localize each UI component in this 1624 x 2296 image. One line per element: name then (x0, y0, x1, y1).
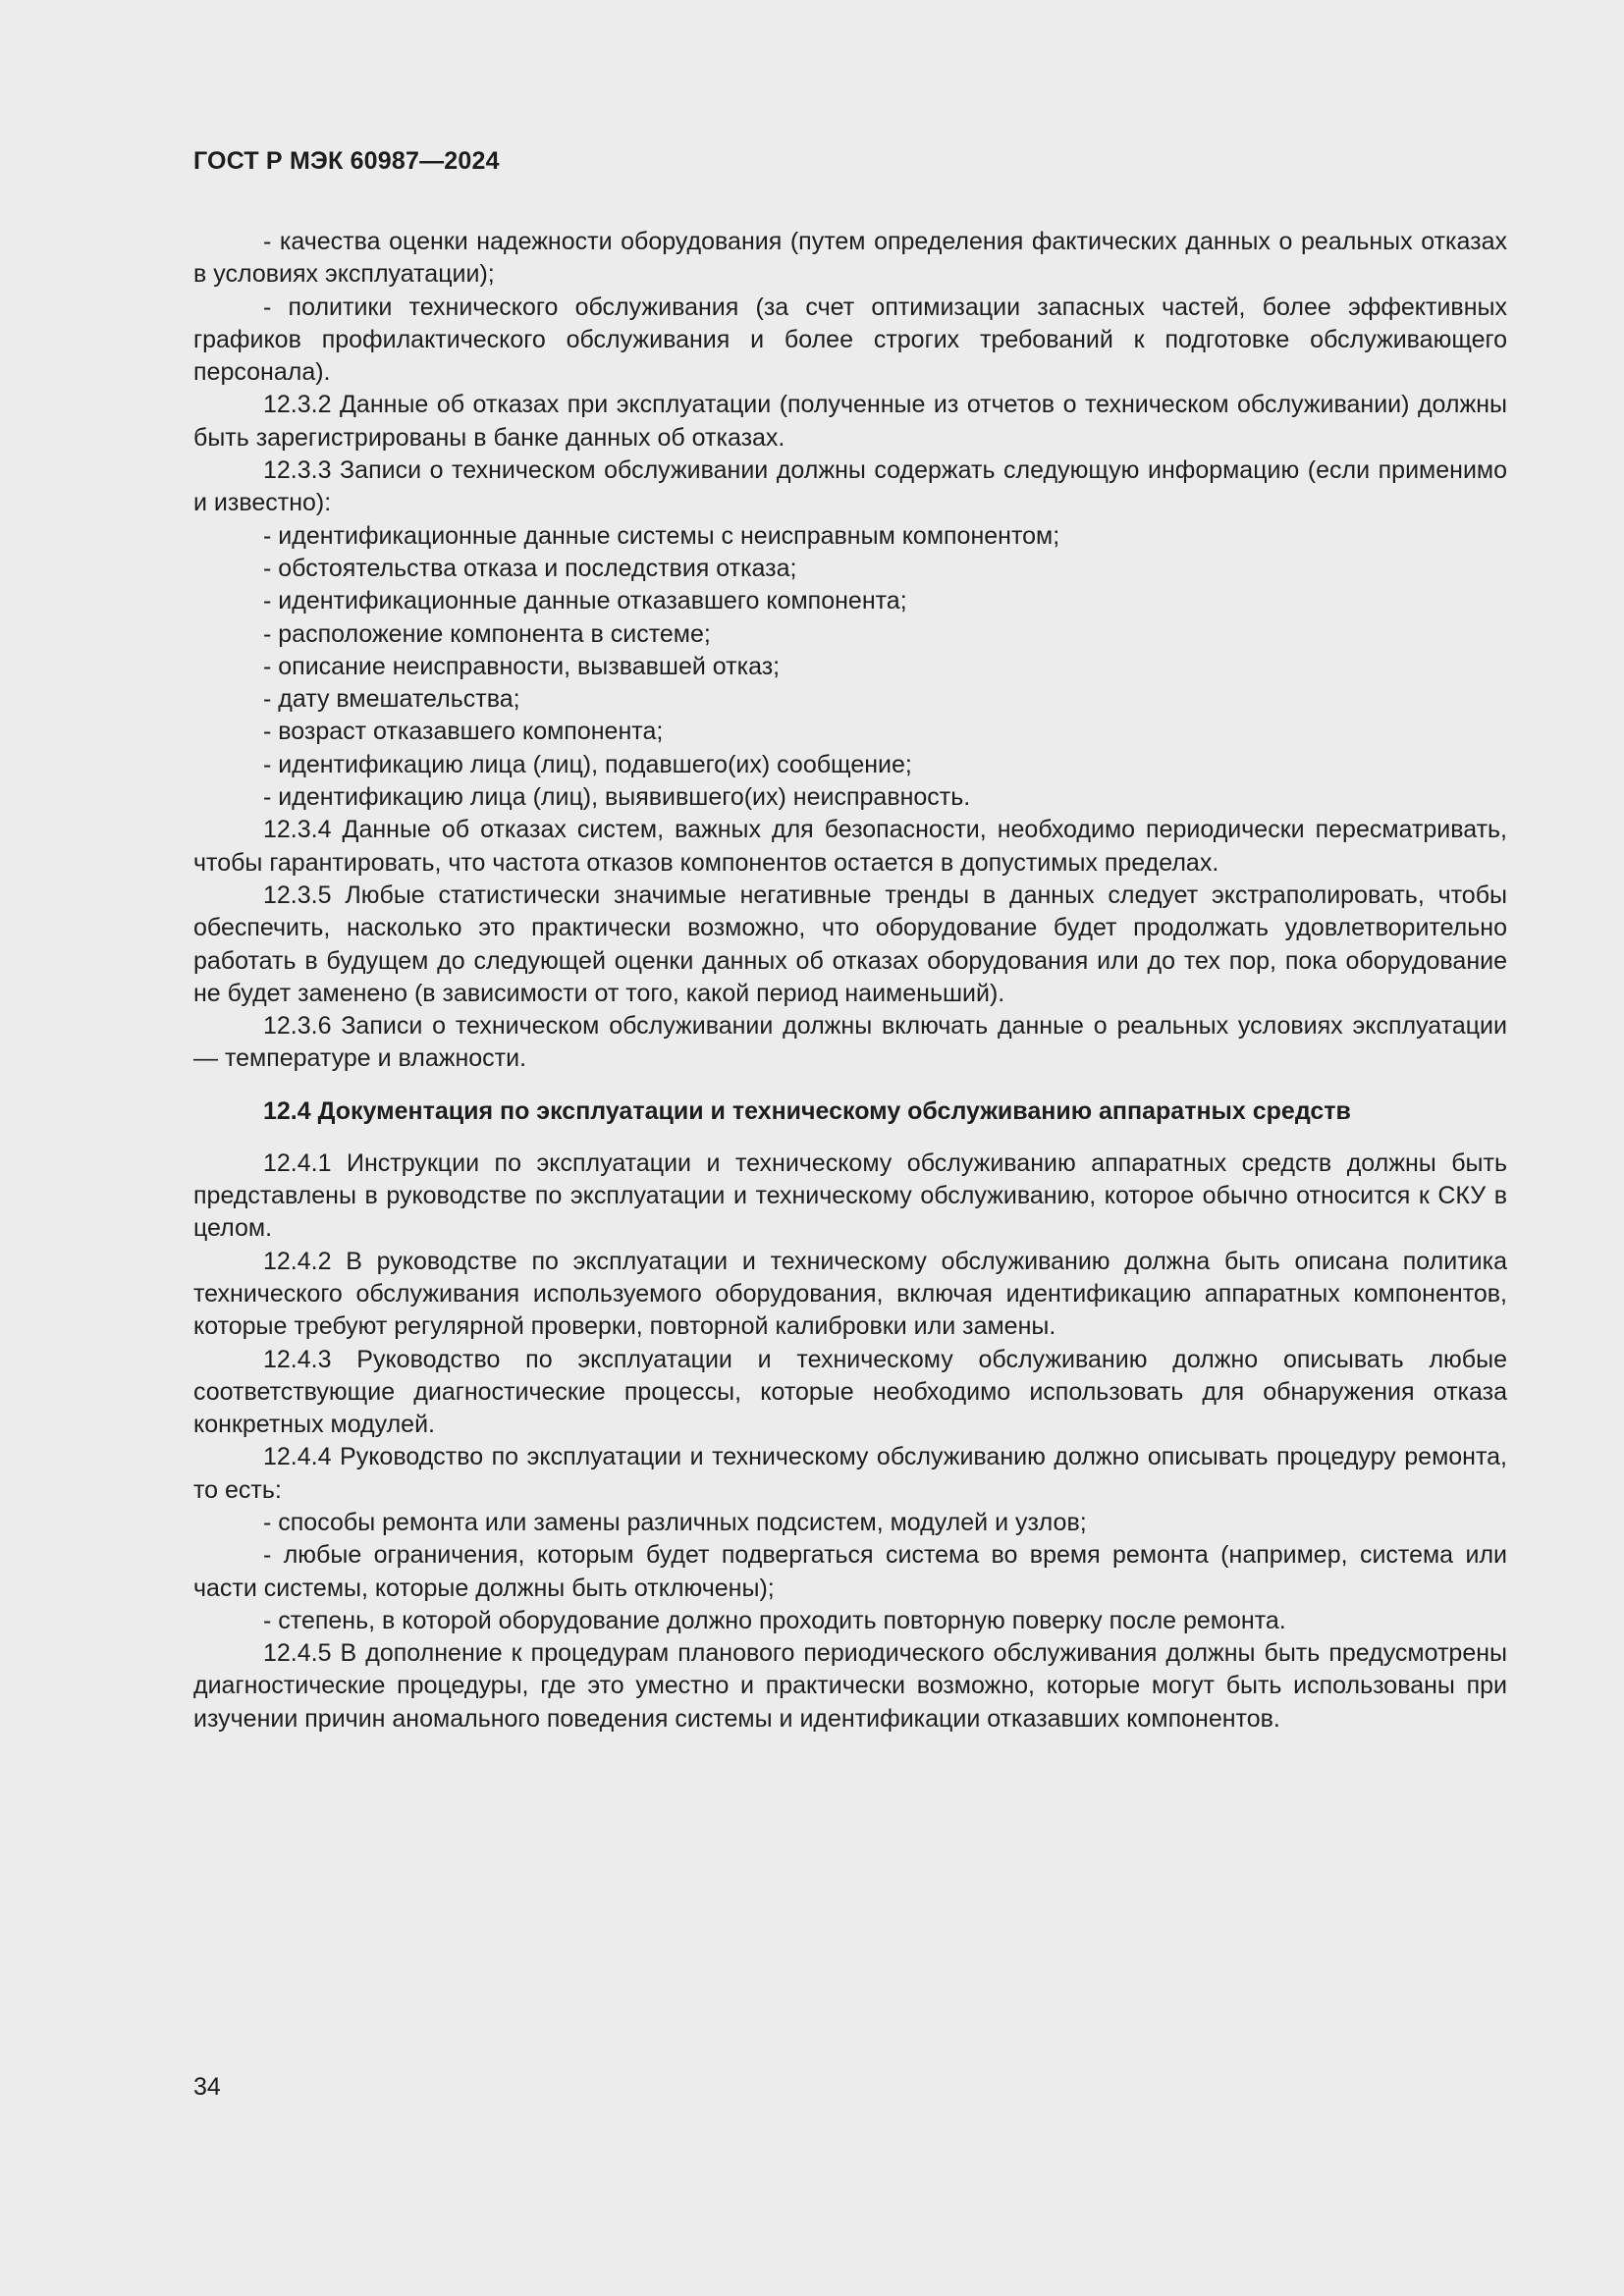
clause-12-3-2: 12.3.2 Данные об отказах при эксплуатации (полученные из отчетов о техническом обслуживании) должны быть зарегистрированы в банке данных об отказах. (193, 391, 1507, 452)
clause-12-3-5: 12.3.5 Любые статистически значимые негативные тренды в данных следует экстраполировать, чтобы обеспечить, насколько это практически возможно, что оборудование будет продолжать удовлетворительно работать в будущем до следующей оценки данных об отказах оборудования или до тех пор, пока оборудование не будет заменено (в зависимости от того, какой период наименьший). (193, 881, 1507, 1007)
list-item: - идентификацию лица (лиц), подавшего(их) сообщение; (263, 750, 912, 778)
clause-12-4-1: 12.4.1 Инструкции по эксплуатации и техническому обслуживанию аппаратных средств должны быть представлены в руководстве по эксплуатации и техническому обслуживанию, которое обычно относится к СКУ в целом. (193, 1148, 1507, 1243)
clause-12-4-3: 12.4.3 Руководство по эксплуатации и техническому обслуживанию должно описывать любые соответствующие диагностические процессы, которые необходимо использовать для обнаружения отказа конкретных модулей. (193, 1345, 1507, 1439)
list-item: - качества оценки надежности оборудования (путем определения фактических данных о реальных отказах в условиях эксплуатации); (193, 228, 1507, 289)
clause-12-4-4: 12.4.4 Руководство по эксплуатации и техническому обслуживанию должно описывать процедуру ремонта, то есть: (193, 1443, 1507, 1504)
list-item: - любые ограничения, которым будет подвергаться система во время ремонта (например, система или части системы, которые должны быть отключены); (193, 1541, 1507, 1602)
list-item: - описание неисправности, вызвавшей отказ; (263, 652, 781, 680)
list-item: - идентификацию лица (лиц), выявившего(их) неисправность. (263, 783, 971, 812)
clause-12-3-4: 12.3.4 Данные об отказах систем, важных для безопасности, необходимо периодически пересматривать, чтобы гарантировать, что частота отказов компонентов остается в допустимых пределах. (193, 816, 1507, 877)
document-header: ГОСТ Р МЭК 60987—2024 (193, 147, 500, 175)
clause-12-4-2: 12.4.2 В руководстве по эксплуатации и техническому обслуживанию должна быть описана политика технического обслуживания используемого оборудования, включая идентификацию аппаратных компонентов, которые требуют регулярной проверки, повторной калибровки или замены. (193, 1247, 1507, 1341)
list-item: - способы ремонта или замены различных подсистем, модулей и узлов; (263, 1508, 1087, 1536)
clause-12-3-3: 12.3.3 Записи о техническом обслуживании должны содержать следующую информацию (если применимо и известно): (193, 456, 1507, 517)
list-item: - расположение компонента в системе; (263, 619, 711, 648)
list-item: - обстоятельства отказа и последствия отказа; (263, 554, 797, 582)
list-item: - возраст отказавшего компонента; (263, 718, 664, 746)
list-item: - идентификационные данные отказавшего компонента; (263, 587, 907, 615)
clause-12-3-6: 12.3.6 Записи о техническом обслуживании должны включать данные о реальных условиях эксплуатации — температуре и влажности. (193, 1012, 1507, 1073)
list-item: - идентификационные данные системы с неисправным компонентом; (263, 521, 1060, 550)
section-heading-12-4: 12.4 Документация по эксплуатации и техническому обслуживанию аппаратных средств (263, 1096, 1351, 1125)
list-item: - политики технического обслуживания (за счет оптимизации запасных частей, более эффективных графиков профилактического обслуживания и более строгих требований к подготовке обслуживающего персонала). (193, 293, 1507, 387)
list-item: - степень, в которой оборудование должно проходить повторную поверку после ремонта. (263, 1606, 1286, 1634)
page-number: 34 (193, 2073, 221, 2101)
document-body (193, 226, 1507, 1735)
clause-12-4-5: 12.4.5 В дополнение к процедурам планового периодического обслуживания должны быть предусмотрены диагностические процедуры, где это уместно и практически возможно, которые могут быть использованы при изучении причин аномального поведения системы и идентификации отказавших компонентов. (193, 1639, 1507, 1733)
list-item: - дату вмешательства; (263, 685, 520, 714)
